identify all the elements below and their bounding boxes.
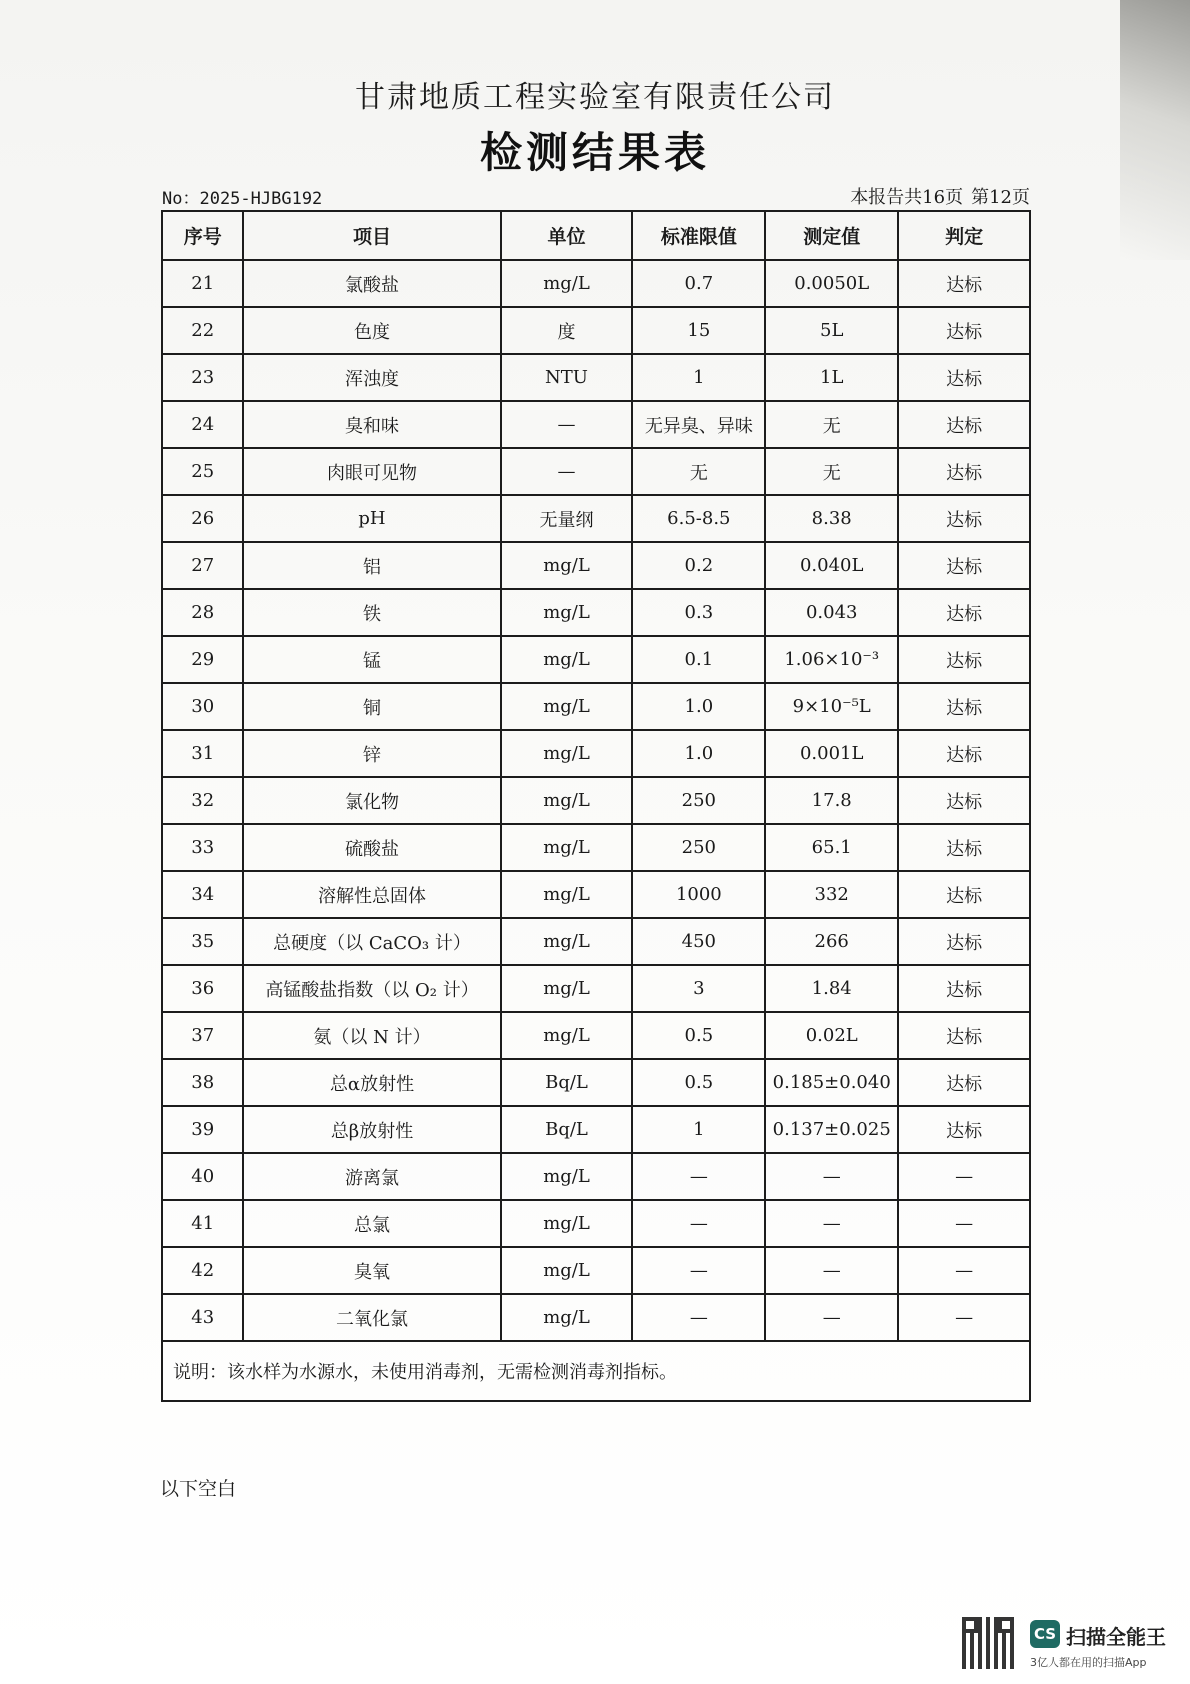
measured-value-cell: — xyxy=(765,1247,898,1294)
measured-value-cell: 无 xyxy=(765,448,898,495)
standard-limit-cell: 无 xyxy=(632,448,765,495)
item-name-cell: 浑浊度 xyxy=(243,354,500,401)
item-name-cell: 氯化物 xyxy=(243,777,500,824)
table-row xyxy=(162,1012,1030,1059)
judgement-cell: — xyxy=(898,1294,1030,1341)
page-info xyxy=(842,183,1030,209)
unit-cell: Bq/L xyxy=(501,1059,633,1106)
measured-value-cell: 8.38 xyxy=(765,495,898,542)
page-title: 检测结果表 xyxy=(479,128,710,177)
table-row xyxy=(162,260,1030,307)
row-number-cell: 30 xyxy=(162,683,243,730)
judgement-cell: 达标 xyxy=(898,495,1030,542)
measured-value-cell: 0.02L xyxy=(765,1012,898,1059)
column-header-no: 序号 xyxy=(162,211,243,260)
unit-cell: mg/L xyxy=(501,1294,633,1341)
standard-limit-cell: 无异臭、异味 xyxy=(632,401,765,448)
measured-value-cell: 9×10⁻⁵L xyxy=(765,683,898,730)
column-header-value: 测定值 xyxy=(765,211,898,260)
column-header-limit: 标准限值 xyxy=(632,211,765,260)
column-header-unit: 单位 xyxy=(501,211,633,260)
unit-cell: mg/L xyxy=(501,636,633,683)
row-number-cell: 29 xyxy=(162,636,243,683)
unit-cell: mg/L xyxy=(501,260,633,307)
row-number-cell: 43 xyxy=(162,1294,243,1341)
measured-value-cell: — xyxy=(765,1294,898,1341)
measured-value-cell: 5L xyxy=(765,307,898,354)
measured-value-cell: 1.06×10⁻³ xyxy=(765,636,898,683)
item-name-cell: pH xyxy=(243,495,500,542)
item-name-cell: 游离氯 xyxy=(243,1153,500,1200)
row-number-cell: 21 xyxy=(162,260,243,307)
current-page: 第12页 xyxy=(971,187,1030,208)
measured-value-cell: — xyxy=(765,1153,898,1200)
row-number-cell: 22 xyxy=(162,307,243,354)
table-row xyxy=(162,730,1030,777)
table-row xyxy=(162,1106,1030,1153)
judgement-cell: 达标 xyxy=(898,401,1030,448)
unit-cell: mg/L xyxy=(501,1153,633,1200)
scanner-tagline: 3亿人都在用的扫描App xyxy=(1030,1656,1147,1669)
judgement-cell: — xyxy=(898,1247,1030,1294)
row-number-cell: 41 xyxy=(162,1200,243,1247)
row-number-cell: 34 xyxy=(162,871,243,918)
unit-cell: mg/L xyxy=(501,1012,633,1059)
judgement-cell: 达标 xyxy=(898,1012,1030,1059)
row-number-cell: 25 xyxy=(162,448,243,495)
standard-limit-cell: — xyxy=(632,1153,765,1200)
standard-limit-cell: 1000 xyxy=(632,871,765,918)
row-number-cell: 35 xyxy=(162,918,243,965)
table-row xyxy=(162,1059,1030,1106)
measured-value-cell: 0.040L xyxy=(765,542,898,589)
table-row xyxy=(162,871,1030,918)
row-number-cell: 42 xyxy=(162,1247,243,1294)
scanner-app-name: 扫描全能王 xyxy=(1066,1625,1166,1649)
judgement-cell: 达标 xyxy=(898,260,1030,307)
judgement-cell: — xyxy=(898,1153,1030,1200)
standard-limit-cell: 0.5 xyxy=(632,1059,765,1106)
unit-cell: mg/L xyxy=(501,589,633,636)
unit-cell: mg/L xyxy=(501,824,633,871)
judgement-cell: 达标 xyxy=(898,354,1030,401)
measured-value-cell: 65.1 xyxy=(765,824,898,871)
unit-cell: mg/L xyxy=(501,730,633,777)
item-name-cell: 氨（以 N 计） xyxy=(243,1012,500,1059)
row-number-cell: 31 xyxy=(162,730,243,777)
standard-limit-cell: 250 xyxy=(632,824,765,871)
judgement-cell: 达标 xyxy=(898,824,1030,871)
table-row xyxy=(162,1247,1030,1294)
measured-value-cell: 0.137±0.025 xyxy=(765,1106,898,1153)
unit-cell: mg/L xyxy=(501,683,633,730)
table-row xyxy=(162,918,1030,965)
table-row xyxy=(162,495,1030,542)
standard-limit-cell: 0.5 xyxy=(632,1012,765,1059)
standard-limit-cell: 0.2 xyxy=(632,542,765,589)
standard-limit-cell: — xyxy=(632,1247,765,1294)
item-name-cell: 溶解性总固体 xyxy=(243,871,500,918)
measured-value-cell: 332 xyxy=(765,871,898,918)
judgement-cell: 达标 xyxy=(898,777,1030,824)
column-header-result: 判定 xyxy=(898,211,1030,260)
standard-limit-cell: 6.5-8.5 xyxy=(632,495,765,542)
judgement-cell: — xyxy=(898,1200,1030,1247)
table-body xyxy=(162,260,1030,1341)
unit-cell: mg/L xyxy=(501,871,633,918)
row-number-cell: 32 xyxy=(162,777,243,824)
judgement-cell: 达标 xyxy=(898,965,1030,1012)
row-number-cell: 40 xyxy=(162,1153,243,1200)
item-name-cell: 总β放射性 xyxy=(243,1106,500,1153)
unit-cell: — xyxy=(501,401,633,448)
measured-value-cell: 266 xyxy=(765,918,898,965)
measured-value-cell: 无 xyxy=(765,401,898,448)
table-row xyxy=(162,777,1030,824)
measured-value-cell: 17.8 xyxy=(765,777,898,824)
judgement-cell: 达标 xyxy=(898,871,1030,918)
measured-value-cell: 0.0050L xyxy=(765,260,898,307)
unit-cell: 度 xyxy=(501,307,633,354)
judgement-cell: 达标 xyxy=(898,636,1030,683)
item-name-cell: 总硬度（以 CaCO₃ 计） xyxy=(243,918,500,965)
unit-cell: — xyxy=(501,448,633,495)
row-number-cell: 26 xyxy=(162,495,243,542)
standard-limit-cell: 250 xyxy=(632,777,765,824)
row-number-cell: 37 xyxy=(162,1012,243,1059)
table-row xyxy=(162,636,1030,683)
unit-cell: 无量纲 xyxy=(501,495,633,542)
table-row xyxy=(162,1294,1030,1341)
item-name-cell: 硫酸盐 xyxy=(243,824,500,871)
item-name-cell: 锰 xyxy=(243,636,500,683)
unit-cell: mg/L xyxy=(501,777,633,824)
camscanner-logo-icon: CS xyxy=(1030,1620,1060,1648)
standard-limit-cell: 1.0 xyxy=(632,730,765,777)
unit-cell: mg/L xyxy=(501,1200,633,1247)
judgement-cell: 达标 xyxy=(898,1059,1030,1106)
report-number: No：2025-HJBG192 xyxy=(162,189,323,209)
unit-cell: mg/L xyxy=(501,542,633,589)
measured-value-cell: 0.001L xyxy=(765,730,898,777)
item-name-cell: 色度 xyxy=(243,307,500,354)
row-number-cell: 39 xyxy=(162,1106,243,1153)
company-name: 甘肃地质工程实验室有限责任公司 xyxy=(355,80,835,115)
row-number-cell: 38 xyxy=(162,1059,243,1106)
measured-value-cell: 1.84 xyxy=(765,965,898,1012)
standard-limit-cell: 15 xyxy=(632,307,765,354)
judgement-cell: 达标 xyxy=(898,1106,1030,1153)
item-name-cell: 臭和味 xyxy=(243,401,500,448)
table-row xyxy=(162,542,1030,589)
item-name-cell: 氯酸盐 xyxy=(243,260,500,307)
note-text: 说明：该水样为水源水，未使用消毒剂，无需检测消毒剂指标。 xyxy=(162,1341,1030,1401)
column-header-item: 项目 xyxy=(243,211,500,260)
standard-limit-cell: — xyxy=(632,1200,765,1247)
row-number-cell: 24 xyxy=(162,401,243,448)
judgement-cell: 达标 xyxy=(898,307,1030,354)
standard-limit-cell: 3 xyxy=(632,965,765,1012)
qr-code-icon xyxy=(962,1617,1014,1669)
item-name-cell: 总氯 xyxy=(243,1200,500,1247)
table-header-row xyxy=(162,211,1030,260)
blank-below-text: 以下空白 xyxy=(160,1478,237,1500)
table-row xyxy=(162,307,1030,354)
measured-value-cell: 0.185±0.040 xyxy=(765,1059,898,1106)
table-row xyxy=(162,354,1030,401)
standard-limit-cell: 0.7 xyxy=(632,260,765,307)
judgement-cell: 达标 xyxy=(898,542,1030,589)
judgement-cell: 达标 xyxy=(898,448,1030,495)
item-name-cell: 高锰酸盐指数（以 O₂ 计） xyxy=(243,965,500,1012)
table-row xyxy=(162,683,1030,730)
table-row xyxy=(162,589,1030,636)
table-row xyxy=(162,965,1030,1012)
measured-value-cell: — xyxy=(765,1200,898,1247)
standard-limit-cell: 1.0 xyxy=(632,683,765,730)
item-name-cell: 总α放射性 xyxy=(243,1059,500,1106)
standard-limit-cell: 450 xyxy=(632,918,765,965)
unit-cell: Bq/L xyxy=(501,1106,633,1153)
judgement-cell: 达标 xyxy=(898,918,1030,965)
standard-limit-cell: 1 xyxy=(632,354,765,401)
item-name-cell: 铝 xyxy=(243,542,500,589)
judgement-cell: 达标 xyxy=(898,730,1030,777)
unit-cell: mg/L xyxy=(501,918,633,965)
table-row xyxy=(162,401,1030,448)
item-name-cell: 二氧化氯 xyxy=(243,1294,500,1341)
note-row xyxy=(162,1341,1030,1401)
standard-limit-cell: 0.3 xyxy=(632,589,765,636)
row-number-cell: 36 xyxy=(162,965,243,1012)
unit-cell: NTU xyxy=(501,354,633,401)
standard-limit-cell: 1 xyxy=(632,1106,765,1153)
item-name-cell: 锌 xyxy=(243,730,500,777)
item-name-cell: 臭氧 xyxy=(243,1247,500,1294)
table-row xyxy=(162,1153,1030,1200)
item-name-cell: 铜 xyxy=(243,683,500,730)
unit-cell: mg/L xyxy=(501,1247,633,1294)
standard-limit-cell: 0.1 xyxy=(632,636,765,683)
judgement-cell: 达标 xyxy=(898,683,1030,730)
unit-cell: mg/L xyxy=(501,965,633,1012)
total-pages: 本报告共16页 xyxy=(850,187,964,208)
row-number-cell: 28 xyxy=(162,589,243,636)
measured-value-cell: 1L xyxy=(765,354,898,401)
row-number-cell: 27 xyxy=(162,542,243,589)
row-number-cell: 23 xyxy=(162,354,243,401)
standard-limit-cell: — xyxy=(632,1294,765,1341)
measured-value-cell: 0.043 xyxy=(765,589,898,636)
item-name-cell: 铁 xyxy=(243,589,500,636)
table-row xyxy=(162,824,1030,871)
table-row xyxy=(162,448,1030,495)
table-row xyxy=(162,1200,1030,1247)
judgement-cell: 达标 xyxy=(898,589,1030,636)
row-number-cell: 33 xyxy=(162,824,243,871)
results-table xyxy=(161,210,1031,1402)
item-name-cell: 肉眼可见物 xyxy=(243,448,500,495)
